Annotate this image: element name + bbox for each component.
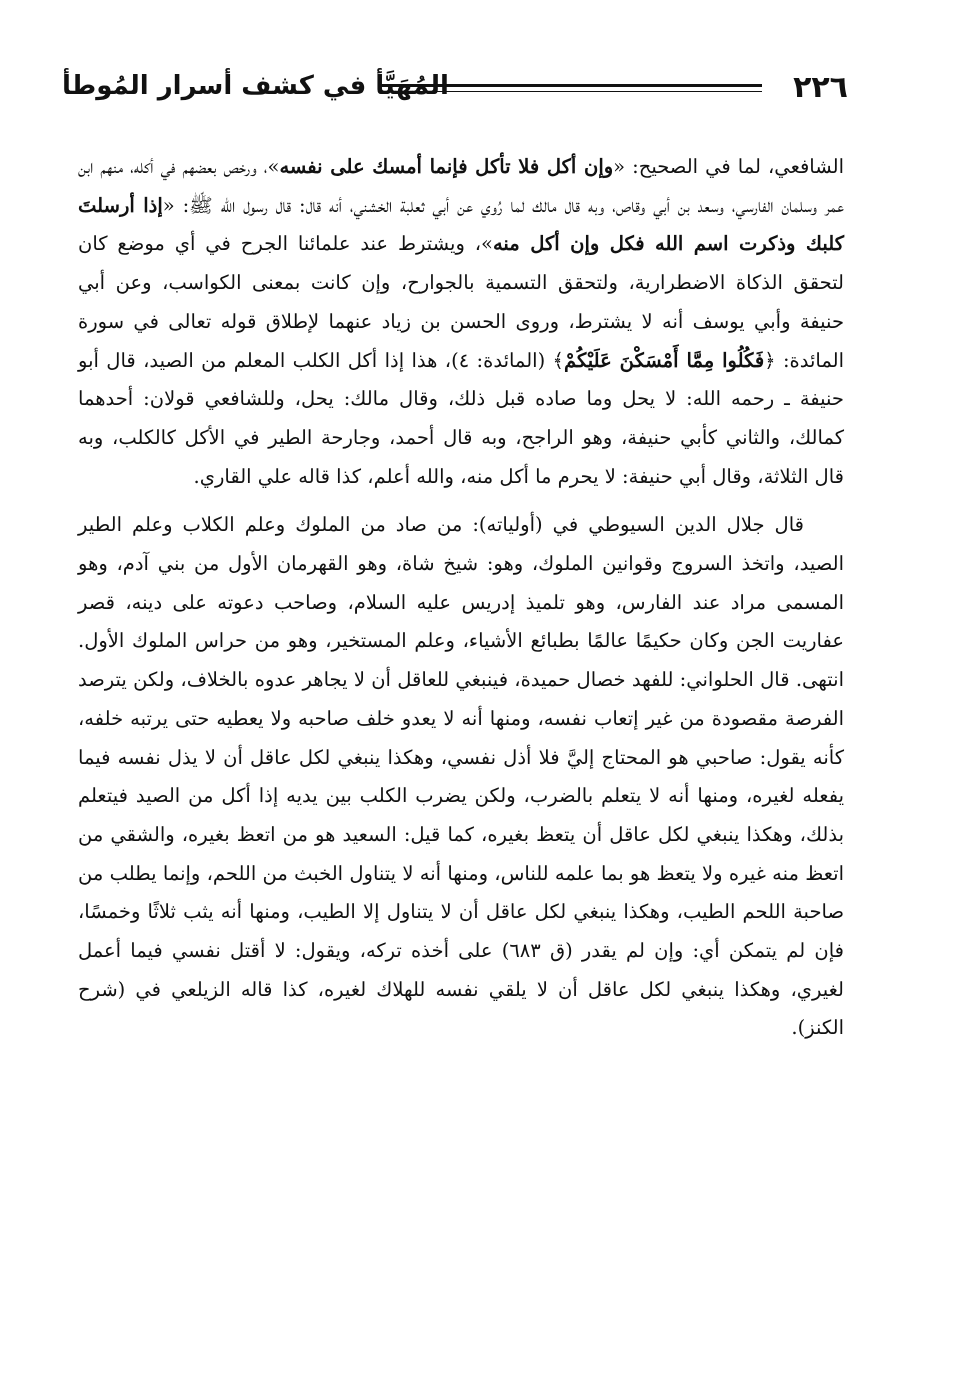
hadith-quote: إذا أرسلتَ كلبك وذكرت اسم الله فكل وإن أكل منه [78, 193, 844, 256]
page-header [62, 62, 848, 110]
quran-verse: فَكُلُوا مِمَّا أَمْسَكْنَ عَلَيْكُمْ [563, 348, 765, 372]
text-segment: ﴾ (المائدة: ٤)، هذا إذا أكل الكلب المعلم من الصيد، قال أبو حنيفة ـ رحمه الله: لا يحل وما صاده قبل ذلك، وقال مالك: يحل، وللشافعي قولان: أحدهما كمالك، والثاني كأبي حنيفة، وهو الراجح، وبه قال أحمد، وجارحة الطير في الأكل كالكلب، وبه قال الثلاثة، وقال أبي حنيفة: لا يحرم ما أكل منه، والله أعلم، كذا قاله علي القاري. [78, 348, 844, 488]
page-number: ٢٢٦ [793, 70, 848, 105]
paragraph-2: قال جلال الدين السيوطي في (أولياته): من صاد من الملوك وعلم الكلاب وعلم الطير الصيد، واتخذ السروج وقوانين الملوك، وهو: شيخ شاة، وهو القهرمان الأول من بني آدم، وهو المسمى مراد عند الفارس، وهو تلميذ إدريس عليه السلام، وصاحب دعوته على دينه، قصر عفاريت الجن وكان حكيمًا عالمًا بطبائع الأشياء، وعلم المستخير، وهو من حراس الملوك الأول. انتهى. قال الحلواني: للفهد خصال حميدة، فينبغي للعاقل أن لا يجاهر عدوه بالخلاف، ولكن يترصد الفرصة مقصودة من غير إتعاب نفسه، ومنها أنه لا يعدو خلف صاحبه ولا يعطيه حتى يرتبه خلفه، كأنه يقول: صاحبي هو المحتاج إليَّ فلا أذل نفسي، وهكذا ينبغي لكل عاقل أن لا يذل نفسه فيما يفعله لغيره، ومنها أنه لا يتعلم بالضرب، ولكن يضرب الكلب بين يديه إذا أكل من الصيد فيتعلم بذلك، وهكذا ينبغي لكل عاقل أن يتعظ بغيره، كما قيل: السعيد هو من اتعظ بغيره، والشقي من اتعظ منه غيره ولا يتعظ هو بما علمه للناس، ومنها أنه لا يتناول الخبث من اللحم، وإنما يطلب من صاحبة اللحم الطيب، وهكذا ينبغي لكل عاقل أن لا يتناول إلا الطيب، ومنها أنه يثب ثلاثًا وخمسًا، فإن لم يتمكن أي: وإن لم يقدر (ق ٦٨٣) على أخذه تركه، ويقول: لا أقتل نفسي فيما أعمل لغيري، وهكذا ينبغي لكل عاقل أن لا يلقي نفسه للهلاك لغيره، كذا قاله الزيلعي في (شرح الكنز). [78, 513, 844, 1040]
text-segment: »، ويشترط عند علمائنا الجرح في أي موضع كان لتحقق الذكاة الاضطرارية، ولتحقق التسمية بالجوارح، وإن كانت بمعنى الكواسب، وعن أبي حنيفة وأبي يوسف أنه لا يشترط، وروى الحسن بن زياد عنهما لإطلاق قوله تعالى في سورة المائدة: ﴿ [78, 232, 844, 372]
paragraph-1 [78, 148, 844, 496]
page-body [78, 148, 844, 1048]
text-segment: الشافعي، لما في الصحيح: « [613, 155, 844, 178]
hadith-quote: وإن أكل فلا تأكل فإنما أمسك على نفسه [279, 155, 614, 178]
book-title: المُهَيَّأ في كشف أسرار المُوطأ [62, 71, 449, 101]
text-segment: »، ورخص بعضهم في أكله، منهم ابن عمر وسلمان الفارسي، وسعد بن أبي وقاص، وبه قال مالك لما رُوي عن أبي ثعلبة الخشني، أنه قال: قال رسول الله ﷺ: « [78, 155, 844, 217]
